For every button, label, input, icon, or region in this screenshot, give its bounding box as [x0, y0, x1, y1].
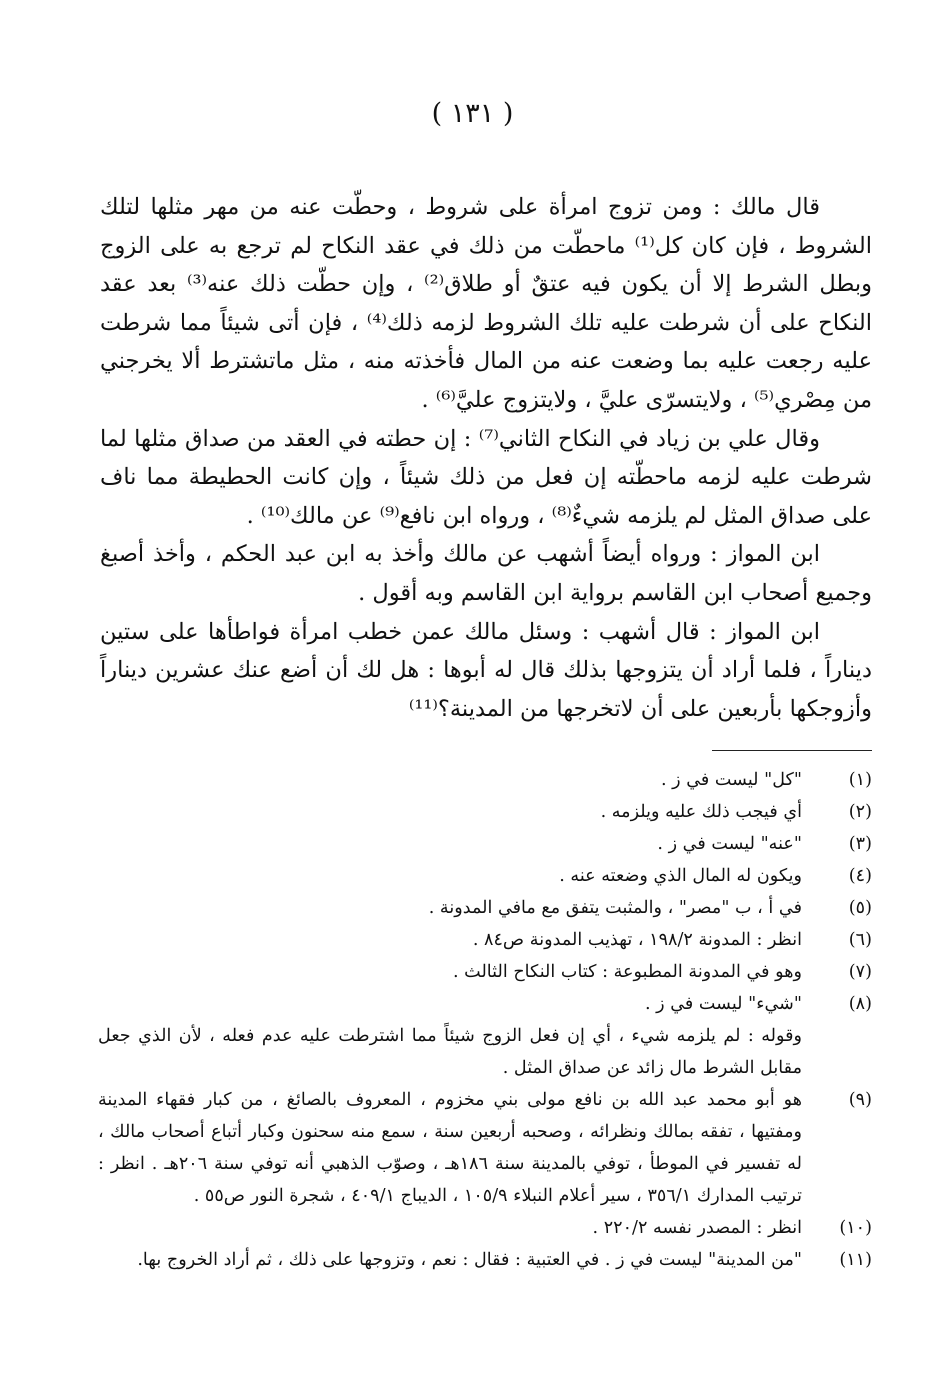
footnote-number: (٣): [848, 834, 872, 854]
footnote-text: انظر : المدونة ١٩٨/٢ ، تهذيب المدونة ص٨٤ .: [472, 930, 802, 950]
footnote-number: (١٠): [839, 1218, 872, 1238]
footnote: [98, 924, 872, 956]
footnote-text: في أ ، ب "مصر" ، والمثبت يتفق مع مافي المدونة .: [428, 898, 802, 918]
footnote: [98, 860, 872, 892]
footnote-text: وهو في المدونة المطبوعة : كتاب النكاح الثالث .: [452, 962, 802, 982]
footnote-text: "كل" ليست في ز .: [660, 770, 802, 790]
footnote-text: وقوله : لم يلزمه شيء ، أي إن فعل الزوج شيئاً مما اشترطت عليه عدم فعله ، لأن الذي جعل مقابل الشرط مال زائد عن صداق المثل .: [98, 1026, 802, 1078]
footnote-continuation: [98, 1020, 872, 1084]
footnote-text: "من المدينة" ليست في ز . في العتبية : فقال : نعم ، وتزوجها على ذلك ، ثم أراد الخروج بها.: [137, 1250, 802, 1270]
footnote-text: ويكون له المال الذي وضعته عنه .: [559, 866, 802, 886]
footnote-number: (٥): [848, 898, 872, 918]
footnote-number: (١): [848, 770, 872, 790]
footnote-text: أي فيجب ذلك عليه ويلزمه .: [600, 802, 802, 822]
paragraph-ibn-almawwaz-1: ابن المواز : ورواه أيضاً أشهب عن مالك وأخذ به ابن عبد الحكم ، وأخذ أصبغ وجميع أصحاب ابن القاسم برواية ابن القاسم وبه أقول .: [100, 541, 872, 606]
main-text: [100, 188, 872, 728]
footnote: [98, 1244, 872, 1276]
footnote: [98, 764, 872, 796]
paragraph-malik: قال مالك : ومن تزوج امرأة على شروط ، وحطّت عنه من مهر مثلها لتلك الشروط ، فإن كان كل⁽¹⁾ ماحطّت من ذلك في عقد النكاح لم ترجع به على الزوج وبطل الشرط إلا أن يكون فيه عتقٌ أو طلاق⁽²⁾ ، وإن حطّت ذلك عنه⁽³⁾ بعد عقد النكاح على أن شرطت عليه تلك الشروط لزمه ذلك⁽⁴⁾ ، فإن أتى شيئاً مما شرطت عليه رجعت عليه بما وضعت عنه من المال فأخذته منه ، مثل ماتشترط ألا يخرجني من مِصْري⁽⁵⁾ ، ولايتسرّى عليَّ ، ولايتزوج عليَّ⁽⁶⁾ .: [100, 194, 873, 413]
footnote: [98, 828, 872, 860]
footnote-number: (٩): [848, 1090, 872, 1110]
paragraph-ali-bin-ziyad: وقال علي بن زياد في النكاح الثاني⁽⁷⁾ : إن حطته في العقد من صداق مثلها لما شرطت عليه لزمه ماحطّته إن فعل من ذلك شيئاً ، وإن كانت الحطيطة مما ناف على صداق المثل لم يلزمه شيءٌ⁽⁸⁾ ، ورواه ابن نافع⁽⁹⁾ عن مالك⁽¹⁰⁾ .: [100, 425, 872, 529]
footnote-number: (٨): [848, 994, 872, 1014]
footnote-text: هو أبو محمد عبد الله بن نافع مولى بني مخزوم ، المعروف بالصائغ ، من كبار فقهاء المدينة ومفتيها ، تفقه بمالك ونظرائه ، وصحبه أربعين سنة ، سمع منه سحنون وكبار أتباع أصحاب مالك ، له تفسير في الموطأ ، توفي بالمدينة سنة ١٨٦هـ ، وصوّب الذهبي أنه توفي سنة ٢٠٦هـ . انظر : ترتيب المدارك ٣٥٦/١ ، سير أعلام النبلاء ١٠٥/٩ ، الديباج ٤٠٩/١ ، شجرة النور ص٥٥ .: [98, 1090, 803, 1206]
footnote: [98, 988, 872, 1020]
footnote-text: "عنه" ليست في ز .: [657, 834, 802, 854]
footnote: [98, 1084, 872, 1212]
footnote-separator: [712, 750, 872, 751]
page-number: ( ١٣١ ): [431, 98, 514, 129]
footnote-text: انظر : المصدر نفسه ٢٢٠/٢ .: [592, 1218, 802, 1238]
footnote: [98, 892, 872, 924]
footnote-number: (٦): [848, 930, 872, 950]
footnote-number: (٢): [848, 802, 872, 822]
footnote-number: (٧): [848, 962, 872, 982]
footnote: [98, 796, 872, 828]
paragraph-ibn-almawwaz-2: ابن المواز : قال أشهب : وسئل مالك عمن خطب امرأة فواطأها على ستين ديناراً ، فلما أراد أن يتزوجها بذلك قال له أبوها : هل لك أن أضع عنك عشرين ديناراً وأزوجكها بأربعين على أن لاتخرجها من المدينة؟⁽¹¹⁾: [100, 618, 872, 722]
footnotes: [98, 764, 872, 1276]
footnote: [98, 1212, 872, 1244]
footnote-number: (٤): [848, 866, 872, 886]
footnote-number: (١١): [839, 1250, 872, 1270]
footnote: [98, 956, 872, 988]
footnote-text: "شيء" ليست في ز .: [644, 994, 802, 1014]
